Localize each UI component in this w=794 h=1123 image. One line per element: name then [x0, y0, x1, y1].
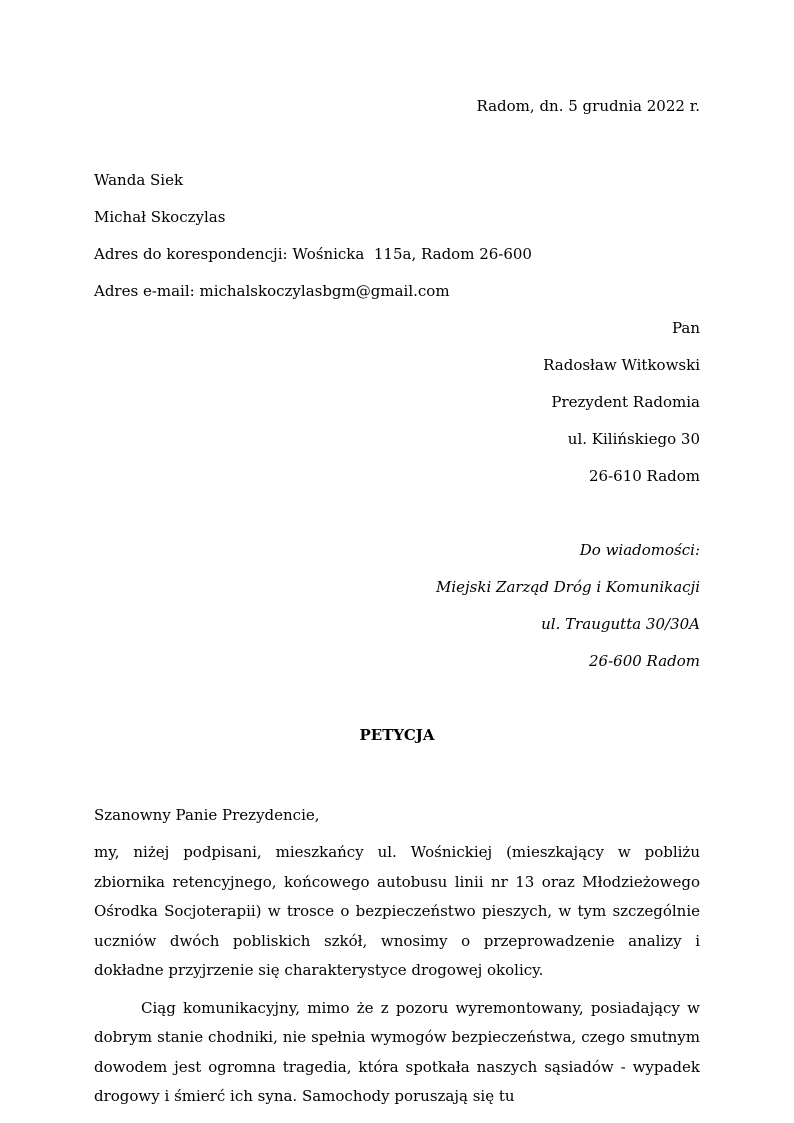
- sender-block: [94, 162, 700, 310]
- cc-block: [94, 532, 700, 680]
- recipient-city: 26-610 Radom: [589, 467, 700, 485]
- date-line: Radom, dn. 5 grudnia 2022 r.: [476, 97, 700, 115]
- body-paragraph-1: my, niżej podpisani, mieszkańcy ul. Wośnickiej (mieszkający w pobliżu zbiornika retencyjnego, końcowego autobusu linii nr 13 oraz Młodzieżowego Ośrodka Socjoterapii) w trosce o bezpieczeństwo pieszych, w tym szczególnie uczniów dwóch pobliskich szkół, wnosimy o przeprowadzenie analizy i dokładne przyjrzenie się charakterystyce drogowej okolicy.: [94, 843, 700, 979]
- recipient-honorific: Pan: [671, 319, 700, 337]
- sender-name-2: Michał Skoczylas: [94, 208, 226, 226]
- sender-email: Adres e-mail: michalskoczylasbgm@gmail.com: [94, 282, 450, 300]
- sender-name-1: Wanda Siek: [94, 171, 184, 189]
- cc-city: 26-600 Radom: [589, 652, 700, 670]
- cc-label: Do wiadomości:: [579, 541, 700, 559]
- recipient-block: [94, 310, 700, 495]
- cc-organization: Miejski Zarząd Dróg i Komunikacji: [435, 578, 700, 596]
- recipient-role: Prezydent Radomia: [551, 393, 700, 411]
- body-paragraph-2: Ciąg komunikacyjny, mimo że z pozoru wyremontowany, posiadający w dobrym stanie chodniki, nie spełnia wymogów bezpieczeństwa, czego smutnym dowodem jest ogromna tragedia, która spotkała naszych sąsiadów - wypadek drogowy i śmierć ich syna. Samochody poruszają się tu: [94, 998, 700, 1105]
- sender-address: Adres do korespondencji: Wośnicka 115a, Radom 26-600: [94, 245, 532, 263]
- salutation: Szanowny Panie Prezydencie,: [94, 806, 320, 824]
- document-title: PETYCJA: [359, 726, 435, 744]
- recipient-name: Radosław Witkowski: [543, 356, 700, 374]
- recipient-street: ul. Kilińskiego 30: [567, 430, 700, 448]
- cc-street: ul. Traugutta 30/30A: [541, 615, 700, 633]
